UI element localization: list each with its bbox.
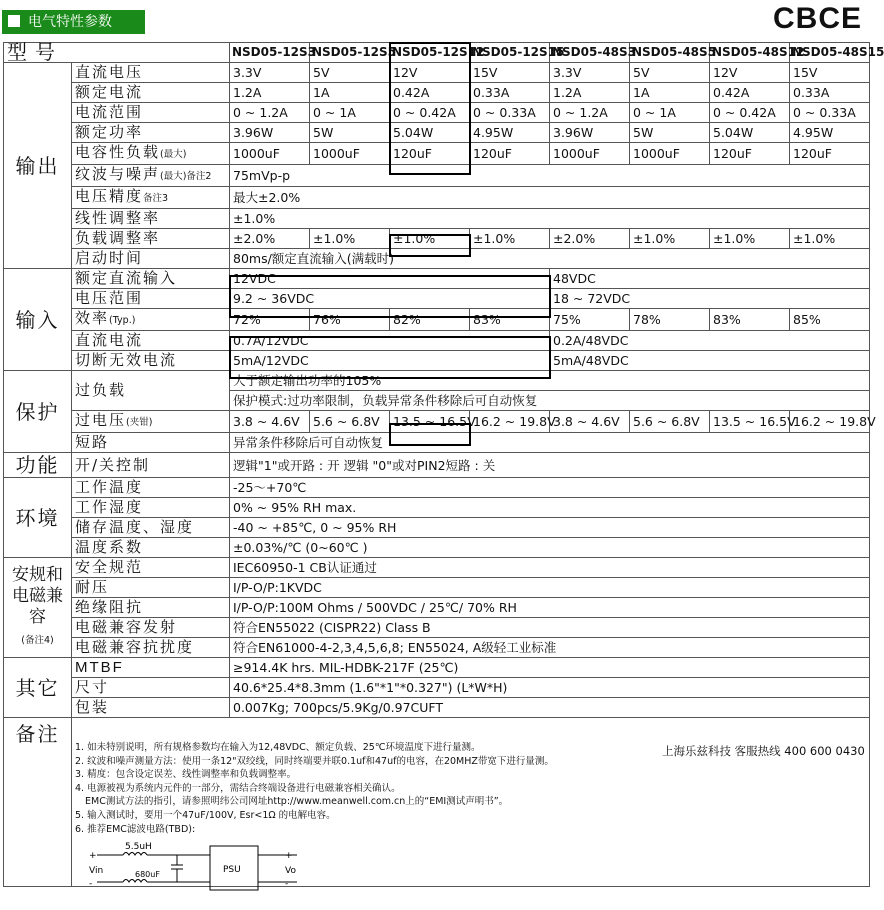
note-line: 1. 如未特别说明，所有规格参数均在输入为12,48VDC、额定负载、25℃环境温度下进行量测。 (75, 742, 481, 753)
model-name: NSD05-48S5 (630, 43, 710, 63)
cell: 16.2 ~ 19.8V (470, 411, 550, 433)
cell: 0.7A/12VDC (230, 331, 550, 351)
model-name: NSD05-12S3 (230, 43, 310, 63)
table-row (4, 598, 870, 618)
cell: ±1.0% (630, 229, 710, 249)
cell: 120uF (470, 143, 550, 165)
table-row (4, 698, 870, 718)
table-row (4, 123, 870, 143)
model-name: NSD05-12S12 (390, 43, 470, 63)
section-function: 功能 (4, 453, 72, 478)
model-name: NSD05-48S12 (710, 43, 790, 63)
cell: 逻辑"1"或开路 : 开 逻辑 "0"或对PIN2短路 : 关 (230, 453, 870, 478)
row-label (72, 411, 230, 433)
cell: 1A (310, 83, 390, 103)
model-label: 型号 (4, 43, 230, 63)
cell: 48VDC (550, 269, 870, 289)
cell: 0 ~ 0.42A (390, 103, 470, 123)
table-row (4, 269, 870, 289)
cell: 12V (710, 63, 790, 83)
table-row (4, 638, 870, 658)
cell: 85% (790, 309, 870, 331)
cell: 1000uF (230, 143, 310, 165)
cell: I/P-O/P:100M Ohms / 500VDC / 25℃/ 70% RH (230, 598, 870, 618)
cell: 1A (630, 83, 710, 103)
cell: 78% (630, 309, 710, 331)
note-line: 2. 纹波和噪声测量方法：使用一条12"双绞线，同时终端要并联0.1uf和47uf的电容，在20MHZ带宽下进行量测。 (75, 755, 554, 767)
cell: 0% ~ 95% RH max. (230, 498, 870, 518)
cell: 16.2 ~ 19.8V (790, 411, 870, 433)
cell: 75% (550, 309, 630, 331)
notes-list (75, 741, 554, 836)
cell: 1000uF (550, 143, 630, 165)
row-label-text: 电压精度 (75, 187, 144, 205)
cell: 5mA/48VDC (550, 351, 870, 371)
cell: 异常条件移除后可自动恢复 (230, 433, 870, 453)
table-row (4, 351, 870, 371)
note-line: 5. 输入测试时，要用一个47uF/100V, Esr<1Ω 的电解电容。 (75, 809, 336, 821)
cell: 3.96W (550, 123, 630, 143)
section-input: 输入 (4, 269, 72, 371)
cell: 0 ~ 0.42A (710, 103, 790, 123)
cell: ±1.0% (390, 229, 470, 249)
model-name: NSD05-12S15 (470, 43, 550, 63)
table-row (4, 658, 870, 678)
cell: 0.2A/48VDC (550, 331, 870, 351)
row-note: (Typ.) (109, 315, 136, 326)
table-row (4, 578, 870, 598)
row-label: 储存温度、湿度 (72, 518, 230, 538)
cell: 1.2A (230, 83, 310, 103)
table-row (4, 63, 870, 83)
section-safety-emc (4, 558, 72, 658)
cell: 最大±2.0% (230, 187, 870, 209)
model-name: NSD05-48S3 (550, 43, 630, 63)
cell: -25～+70℃ (230, 478, 870, 498)
cell: 5mA/12VDC (230, 351, 550, 371)
table-row (4, 433, 870, 453)
row-label: 额定直流输入 (72, 269, 230, 289)
row-note: (夹钳) (126, 417, 153, 428)
row-note: 备注3 (143, 193, 169, 204)
model-row (4, 43, 870, 63)
cell: 1000uF (630, 143, 710, 165)
row-label: 电磁兼容发射 (72, 618, 230, 638)
cell: 5W (310, 123, 390, 143)
plus-sign: + (285, 851, 293, 861)
row-label (72, 165, 230, 187)
table-row (4, 289, 870, 309)
note-line: EMC测试方法的指引，请参照明纬公司网址http://www.meanwell.com.cn上的“EMI测试声明书”。 (85, 796, 509, 808)
inductor-label: 5.5uH (125, 842, 152, 852)
row-label: 额定电流 (72, 83, 230, 103)
cell: 83% (710, 309, 790, 331)
table-row (4, 209, 870, 229)
cell: 12VDC (230, 269, 550, 289)
row-label (72, 143, 230, 165)
table-row (4, 453, 870, 478)
cell: ≥914.4K hrs. MIL-HDBK-217F (25℃) (230, 658, 870, 678)
section-environment: 环境 (4, 478, 72, 558)
cell: 80ms/额定直流输入(满载时) (230, 249, 870, 269)
row-label: 短路 (72, 433, 230, 453)
table-row (4, 411, 870, 433)
cell: 1.2A (550, 83, 630, 103)
table-row (4, 558, 870, 578)
row-label: 尺寸 (72, 678, 230, 698)
row-label: 工作湿度 (72, 498, 230, 518)
note-line: 6. 推荐EMC滤波电路(TBD): (75, 823, 196, 835)
table-row (4, 309, 870, 331)
table-row (4, 165, 870, 187)
row-label: 直流电压 (72, 63, 230, 83)
cell: 0 ~ 1.2A (230, 103, 310, 123)
cell: 82% (390, 309, 470, 331)
cell: 3.3V (550, 63, 630, 83)
cell: 0 ~ 1A (630, 103, 710, 123)
cell: 0 ~ 1A (310, 103, 390, 123)
square-icon (8, 15, 20, 27)
cell: 5.6 ~ 6.8V (310, 411, 390, 433)
cell: 5V (630, 63, 710, 83)
cell: 0.33A (470, 83, 550, 103)
row-label-text: 效率 (75, 309, 110, 327)
table-row (4, 478, 870, 498)
cell: 5W (630, 123, 710, 143)
section-title: 电气特性参数 (28, 14, 112, 30)
cell: 5.04W (710, 123, 790, 143)
table-row (4, 371, 870, 391)
table-row (4, 143, 870, 165)
table-row (4, 618, 870, 638)
row-label: MTBF (72, 658, 230, 678)
model-name: NSD05-12S5 (310, 43, 390, 63)
row-label: 电磁兼容抗扰度 (72, 638, 230, 658)
cell: 0 ~ 0.33A (790, 103, 870, 123)
cell: 3.8 ~ 4.6V (550, 411, 630, 433)
cell: 3.3V (230, 63, 310, 83)
cell: ±1.0% (230, 209, 870, 229)
row-label: 直流电流 (72, 331, 230, 351)
row-note: (最大)备注2 (160, 171, 212, 182)
table-row (4, 229, 870, 249)
row-label (72, 309, 230, 331)
row-label: 过负载 (72, 371, 230, 411)
row-label: 开/关控制 (72, 453, 230, 478)
section-header (2, 10, 145, 34)
cell: 0 ~ 0.33A (470, 103, 550, 123)
cell: 5V (310, 63, 390, 83)
cell: 3.96W (230, 123, 310, 143)
cell: 120uF (390, 143, 470, 165)
cell: 0.33A (790, 83, 870, 103)
section-output: 输出 (4, 63, 72, 269)
row-label: 负载调整率 (72, 229, 230, 249)
row-label-text: 过电压 (75, 411, 127, 429)
cell: 120uF (710, 143, 790, 165)
cell: 15V (470, 63, 550, 83)
cell: 5.04W (390, 123, 470, 143)
note-line: 3. 精度：包含设定误差、线性调整率和负载调整率。 (75, 769, 297, 781)
cell: 120uF (790, 143, 870, 165)
section-notes: 备注 (4, 718, 72, 887)
row-label: 切断无效电流 (72, 351, 230, 371)
cell: 72% (230, 309, 310, 331)
row-label: 耐压 (72, 578, 230, 598)
table-row (4, 538, 870, 558)
cell: ±2.0% (230, 229, 310, 249)
cell: ±1.0% (790, 229, 870, 249)
certification-logo: CBCE (772, 2, 862, 35)
vo-label: Vo (285, 866, 296, 876)
cell: 4.95W (790, 123, 870, 143)
psu-label: PSU (223, 865, 241, 875)
section-others: 其它 (4, 658, 72, 718)
cell: 3.8 ~ 4.6V (230, 411, 310, 433)
cell: ±1.0% (710, 229, 790, 249)
cell: 40.6*25.4*8.3mm (1.6"*1"*0.327") (L*W*H) (230, 678, 870, 698)
cell: ±2.0% (550, 229, 630, 249)
row-label: 启动时间 (72, 249, 230, 269)
row-label: 线性调整率 (72, 209, 230, 229)
cell: 保护模式:过功率限制，负载异常条件移除后可自动恢复 (230, 391, 870, 411)
row-label: 额定功率 (72, 123, 230, 143)
row-label: 温度系数 (72, 538, 230, 558)
section-text: 电磁兼容 (12, 585, 63, 627)
cell: 13.5 ~ 16.5V (390, 411, 470, 433)
vin-label: Vin (89, 866, 104, 876)
cell: 符合EN55022 (CISPR22) Class B (230, 618, 870, 638)
row-label: 电流范围 (72, 103, 230, 123)
cell: 1000uF (310, 143, 390, 165)
cell: 符合EN61000-4-2,3,4,5,6,8; EN55024, A级轻工业标准 (230, 638, 870, 658)
cell: IEC60950-1 CB认证通过 (230, 558, 870, 578)
row-label: 包装 (72, 698, 230, 718)
section-text: 安规和 (12, 564, 63, 585)
model-name: NSD05-48S15 (790, 43, 870, 63)
cell: -40 ~ +85℃, 0 ~ 95% RH (230, 518, 870, 538)
table-row (4, 249, 870, 269)
row-label: 安全规范 (72, 558, 230, 578)
row-label: 电压范围 (72, 289, 230, 309)
cell: 83% (470, 309, 550, 331)
table-row (4, 498, 870, 518)
cell: 0 ~ 1.2A (550, 103, 630, 123)
cell: 0.007Kg; 700pcs/5.9Kg/0.97CUFT (230, 698, 870, 718)
plus-sign: + (89, 851, 97, 861)
row-note: (最大) (160, 149, 187, 160)
cap-label: 680uF (135, 870, 160, 879)
cell: I/P-O/P:1KVDC (230, 578, 870, 598)
cell: 76% (310, 309, 390, 331)
section-note: (备注4) (21, 634, 54, 646)
cell: 75mVp-p (230, 165, 870, 187)
table-row (4, 83, 870, 103)
table-row (4, 331, 870, 351)
cell: 13.5 ~ 16.5V (710, 411, 790, 433)
cell: 12V (390, 63, 470, 83)
row-label (72, 187, 230, 209)
cell: 15V (790, 63, 870, 83)
cell: ±1.0% (470, 229, 550, 249)
cell: 4.95W (470, 123, 550, 143)
minus-sign: - (285, 879, 289, 889)
cell: 0.42A (390, 83, 470, 103)
contact-hotline: 上海乐兹科技 客服热线 400 600 0430 (662, 744, 865, 758)
cell: 18 ~ 72VDC (550, 289, 870, 309)
emc-filter-circuit (85, 838, 315, 900)
cell: 9.2 ~ 36VDC (230, 289, 550, 309)
row-label-text: 电容性负载 (75, 143, 161, 161)
table-row (4, 678, 870, 698)
table-row (4, 103, 870, 123)
row-label: 绝缘阻抗 (72, 598, 230, 618)
cell: ±1.0% (310, 229, 390, 249)
cell: 大于额定输出功率的105% (230, 371, 870, 391)
cell: ±0.03%/℃ (0~60℃ ) (230, 538, 870, 558)
note-line: 4. 电源被视为系统内元件的一部分，需结合终端设备进行电磁兼容相关确认。 (75, 782, 401, 794)
table-row (4, 518, 870, 538)
section-protection: 保护 (4, 371, 72, 453)
cell: 5.6 ~ 6.8V (630, 411, 710, 433)
minus-sign: - (89, 879, 93, 889)
table-row (4, 187, 870, 209)
cell: 0.42A (710, 83, 790, 103)
row-label-text: 纹波与噪声 (75, 165, 161, 183)
row-label: 工作温度 (72, 478, 230, 498)
